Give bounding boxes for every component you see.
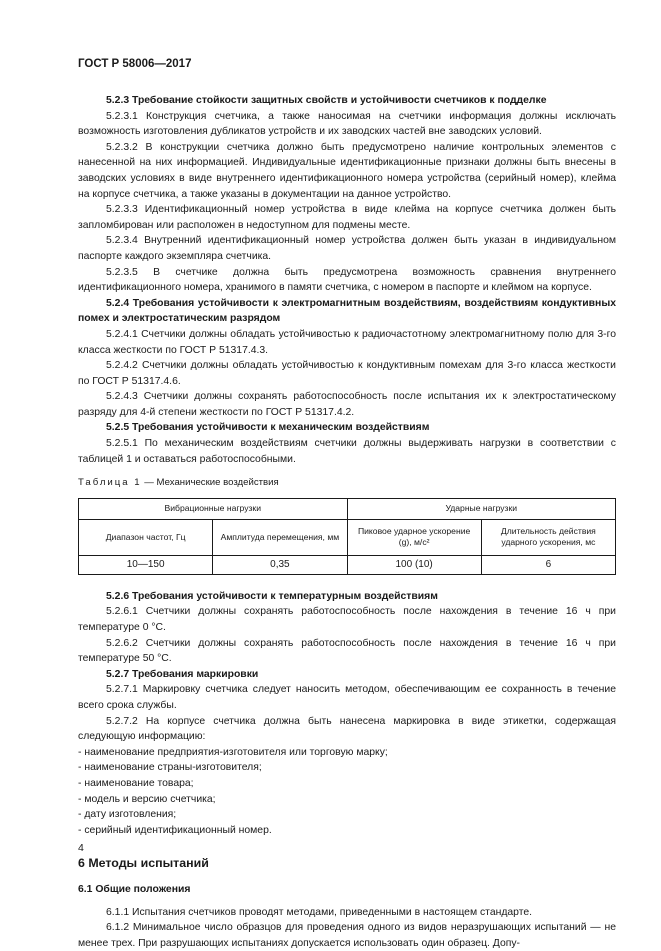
list-item: - серийный идентификационный номер. — [78, 824, 272, 836]
cell-amplitude: 0,35 — [213, 555, 347, 574]
paragraph: 6.1.2 Минимальное число образцов для проведения одного из видов неразрушающих испытаний — не менее трех. При разрушающих испытаниях допускается использовать один образец. Допу- — [78, 922, 616, 949]
cell-frequency: 10—150 — [79, 555, 213, 574]
cell-duration: 6 — [481, 555, 615, 574]
paragraphs-block-b — [78, 589, 616, 745]
list-item: - наименование страны-изготовителя; — [78, 762, 262, 774]
section-heading: 5.2.4 Требования устойчивости к электромагнитным воздействиям, воздействиям кондуктивных помех и электростатическим разрядом — [78, 297, 616, 325]
table-group-header-row — [79, 498, 616, 519]
paragraph: 5.2.3.4 Внутренний идентификационный номер устройства должен быть указан в индивидуальном паспорте каждого экземпляра счетчика. — [78, 235, 616, 262]
paragraph: 5.2.3.1 Конструкция счетчика, а также наносимая на счетчики информация должны исключать возможность изготовления дубликатов устройств и их заводских частей вне заводских условий. — [78, 110, 616, 138]
col-amplitude-header: Амплитуда перемещения, мм — [213, 519, 347, 555]
paragraph: 5.2.3.3 Идентификационный номер устройства в виде клейма на корпусе счетчика должен быть запломбирован или расположен в недоступном для подмены месте. — [78, 204, 616, 231]
paragraphs-block-c — [78, 905, 616, 951]
col-peak-acceleration-header: Пиковое ударное ускорение (g), м/с² — [347, 519, 481, 555]
subsection-title: 6.1 Общие положения — [78, 883, 191, 895]
group-vibration-header: Вибрационные нагрузки — [79, 498, 348, 519]
list-item: - наименование предприятия-изготовителя или торговую марку; — [78, 746, 388, 758]
paragraph: 5.2.7.1 Маркировку счетчика следует наносить методом, обеспечивающим ее сохранность в течение всего срока службы. — [78, 684, 616, 711]
list-item: - модель и версию счетчика; — [78, 793, 216, 805]
page-content — [78, 93, 616, 951]
paragraph: 5.2.6.2 Счетчики должны сохранять работоспособность после нахождения в течение 16 ч при температуре 50 °С. — [78, 637, 616, 665]
document-header: ГОСТ Р 58006—2017 — [78, 58, 192, 70]
marking-list — [78, 745, 616, 839]
section-heading: 5.2.3 Требование стойкости защитных свойств и устойчивости счетчиков к подделке — [106, 95, 547, 106]
paragraph: 5.2.7.2 На корпусе счетчика должна быть нанесена маркировка в виде этикетки, содержащая следующую информацию: — [78, 715, 616, 743]
table-caption-label: Таблица 1 — [78, 477, 142, 489]
paragraph: 5.2.4.1 Счетчики должны обладать устойчивостью к радиочастотному электромагнитному полю для 3-го класса жесткости по ГОСТ Р 51317.4.3. — [78, 328, 616, 356]
paragraph: 5.2.4.3 Счетчики должны сохранять работоспособность после испытания их к электростатическому разряду для 4-й степени жесткости по ГОСТ Р 51317.4.2. — [78, 391, 616, 418]
paragraph: 5.2.4.2 Счетчики должны обладать устойчивостью к кондуктивным помехам для 3-го класса жесткости по ГОСТ Р 51317.4.6. — [78, 360, 616, 387]
paragraph: 5.2.3.2 В конструкции счетчика должно быть предусмотрено наличие контрольных элементов с нанесенной на них информацией. Индивидуальные идентификационные признаки должны быть внесены в заводских условиях в виде внутреннего идентификационного номера устройства (серийный номер), клейма на корпусе счетчика, а также указаны в документации на данное устройство. — [78, 141, 616, 200]
section-heading: 5.2.6 Требования устойчивости к температурным воздействиям — [106, 590, 438, 602]
paragraph: 5.2.6.1 Счетчики должны сохранять работоспособность после нахождения в течение 16 ч при температуре 0 °С. — [78, 606, 616, 634]
cell-peak-acceleration: 100 (10) — [347, 555, 481, 574]
col-frequency-header: Диапазон частот, Гц — [79, 519, 213, 555]
table-column-header-row — [79, 519, 616, 555]
section-heading: 5.2.5 Требования устойчивости к механическим воздействиям — [106, 422, 430, 434]
page-number: 4 — [78, 842, 84, 854]
section-heading: 5.2.7 Требования маркировки — [106, 668, 259, 680]
paragraph: 6.1.1 Испытания счетчиков проводят методами, приведенными в настоящем стандарте. — [106, 906, 533, 918]
table-row — [79, 555, 616, 574]
table-caption — [78, 475, 616, 491]
paragraph: 5.2.5.1 По механическим воздействиям счетчики должны выдерживать нагрузки в соответствии с таблицей 1 и оставаться работоспособными. — [78, 438, 616, 465]
paragraph: 5.2.3.5 В счетчике должна быть предусмотрена возможность сравнения внутреннего идентификационного номера, хранимого в памяти счетчика, с номером в паспорте и клеймом на корпусе. — [78, 266, 616, 294]
group-shock-header: Ударные нагрузки — [347, 498, 616, 519]
mechanical-impacts-table — [78, 498, 616, 575]
table-caption-text: — Механические воздействия — [141, 477, 279, 489]
col-duration-header: Длительность действия ударного ускорения, мс — [481, 519, 615, 555]
list-item: - наименование товара; — [78, 777, 194, 789]
paragraphs-block-a — [78, 93, 616, 467]
section-title: 6 Методы испытаний — [78, 856, 209, 871]
list-item: - дату изготовления; — [78, 809, 177, 821]
